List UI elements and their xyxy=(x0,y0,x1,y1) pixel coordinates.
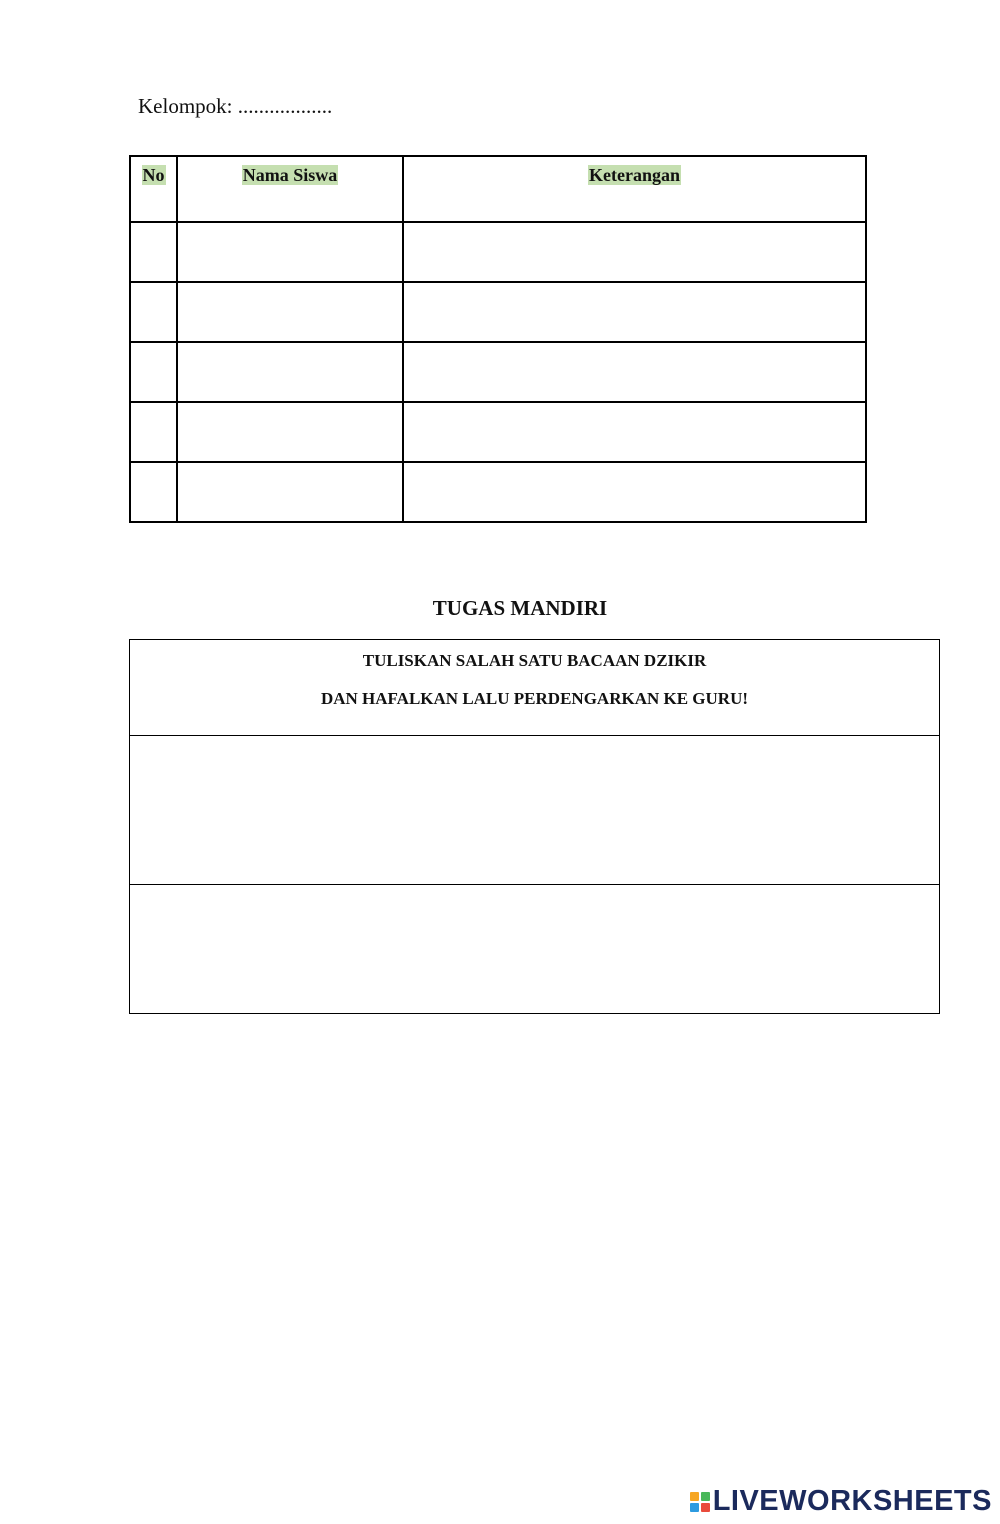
members-table xyxy=(129,155,867,523)
table-row xyxy=(130,402,866,462)
cell-nama-siswa[interactable] xyxy=(177,282,403,342)
cell-keterangan[interactable] xyxy=(403,342,866,402)
liveworksheets-brand[interactable] xyxy=(690,1485,992,1518)
table-row xyxy=(130,462,866,522)
table-header-row xyxy=(130,156,866,222)
header-no-label: No xyxy=(142,165,165,185)
cell-nama-siswa[interactable] xyxy=(177,342,403,402)
table-row xyxy=(130,282,866,342)
cell-keterangan[interactable] xyxy=(403,222,866,282)
cell-keterangan[interactable] xyxy=(403,402,866,462)
task-instruction xyxy=(130,640,939,736)
cell-nama-siswa[interactable] xyxy=(177,222,403,282)
answer-area-1[interactable] xyxy=(130,736,939,885)
cell-keterangan[interactable] xyxy=(403,462,866,522)
cell-nama-siswa[interactable] xyxy=(177,462,403,522)
cell-no[interactable] xyxy=(130,282,177,342)
answer-area-2[interactable] xyxy=(130,885,939,1011)
header-nama-siswa xyxy=(177,156,403,222)
header-keterangan-label: Keterangan xyxy=(589,165,680,185)
header-keterangan xyxy=(403,156,866,222)
task-instruction-line1: TULISKAN SALAH SATU BACAAN DZIKIR xyxy=(362,651,707,670)
kelompok-label: Kelompok: .................. xyxy=(138,94,333,118)
cell-no[interactable] xyxy=(130,462,177,522)
cell-nama-siswa[interactable] xyxy=(177,402,403,462)
header-no xyxy=(130,156,177,222)
brand-text: LIVEWORKSHEETS xyxy=(712,1485,992,1517)
table-row xyxy=(130,342,866,402)
cell-no[interactable] xyxy=(130,402,177,462)
liveworksheets-logo-icon xyxy=(690,1492,710,1512)
section-title: TUGAS MANDIRI xyxy=(432,596,608,620)
cell-no[interactable] xyxy=(130,222,177,282)
task-instruction-line2: DAN HAFALKAN LALU PERDENGARKAN KE GURU! xyxy=(320,689,749,708)
cell-no[interactable] xyxy=(130,342,177,402)
cell-keterangan[interactable] xyxy=(403,282,866,342)
table-row xyxy=(130,222,866,282)
task-box xyxy=(129,639,940,1014)
header-nama-siswa-label: Nama Siswa xyxy=(242,165,338,185)
